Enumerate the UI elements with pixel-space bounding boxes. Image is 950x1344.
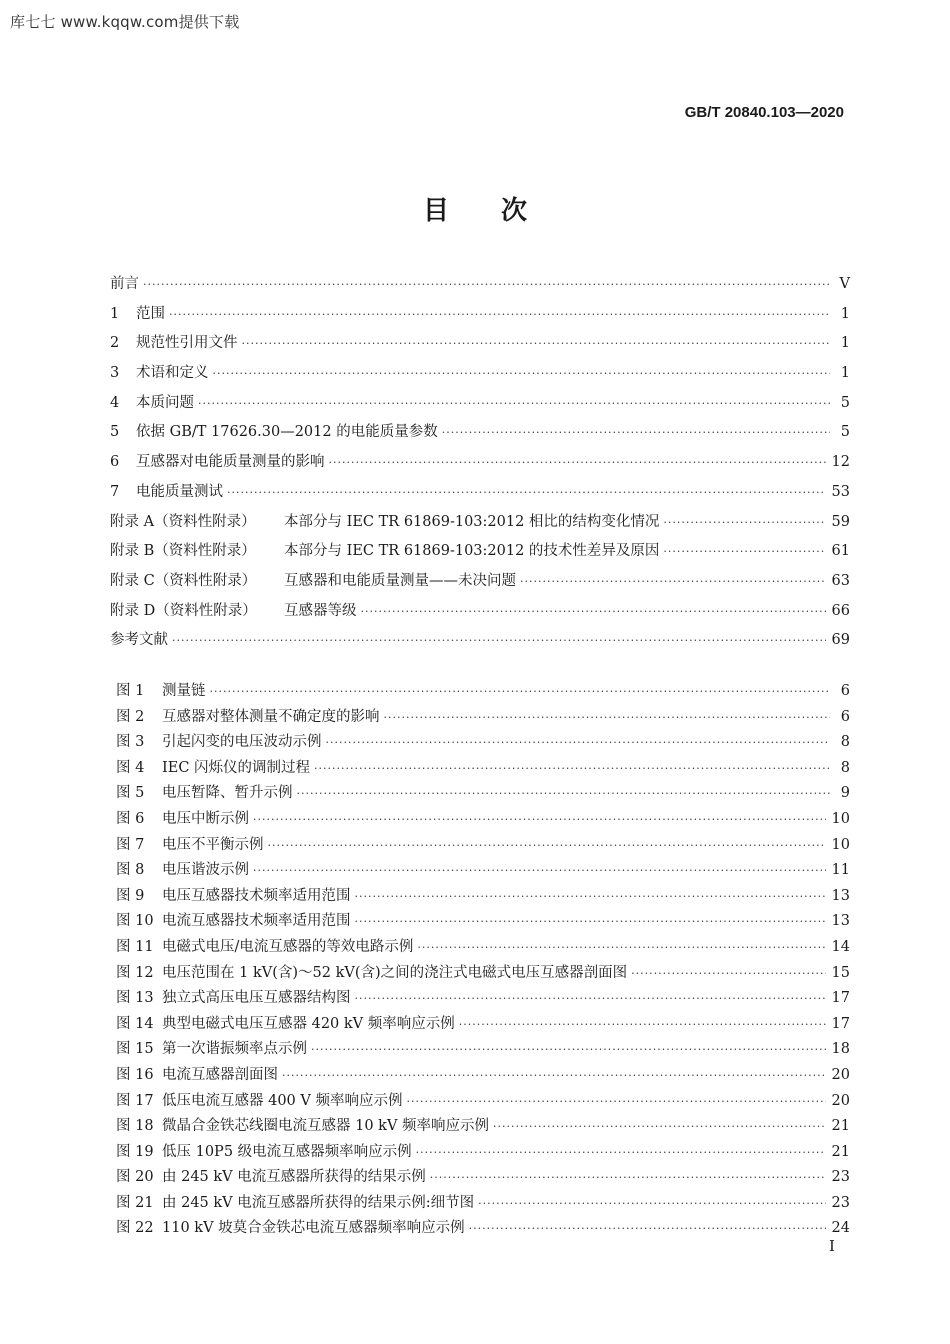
figure-title: 电流互感器剖面图 [162, 1066, 278, 1083]
figure-page: 6 [840, 683, 850, 699]
toc-entry-title: 互感器对电能质量测量的影响 [136, 454, 325, 471]
figure-entry-19[interactable] [110, 1140, 850, 1166]
toc-entry-title: 范围 [136, 305, 165, 322]
toc-entry-2[interactable] [110, 329, 850, 359]
figure-number: 图 21 [116, 1194, 154, 1211]
figure-title: 由 245 kV 电流互感器所获得的结果示例:细节图 [162, 1194, 475, 1211]
toc-entry-number: 附录 A（资料性附录） [110, 513, 256, 530]
figure-entry-3[interactable] [110, 730, 850, 756]
figure-title: 电压谐波示例 [162, 862, 249, 879]
figure-number: 图 2 [116, 708, 145, 725]
toc-entry-3[interactable] [110, 359, 850, 389]
figure-page: 18 [831, 1041, 850, 1058]
figure-number: 图 19 [116, 1143, 154, 1160]
dot-leader [314, 756, 830, 782]
watermark-text: 库七七 www.kqqw.com提供下载 [10, 13, 240, 31]
figure-entry-14[interactable] [110, 1012, 850, 1038]
figure-page: 20 [831, 1066, 850, 1083]
toc-entry-number: 7 [110, 483, 120, 500]
figure-title: 低压电流互感器 400 V 频率响应示例 [162, 1092, 403, 1109]
figure-page: 9 [840, 785, 850, 802]
figure-entry-10[interactable] [110, 909, 850, 935]
figure-title: 电磁式电压/电流互感器的等效电路示例 [162, 938, 414, 955]
dot-leader [169, 300, 830, 330]
toc-entry-annex-d[interactable] [110, 597, 850, 627]
figure-title: 互感器对整体测量不确定度的影响 [162, 708, 380, 725]
toc-entry-number: 附录 D（资料性附录） [110, 602, 257, 619]
dot-leader [520, 567, 826, 597]
figure-number: 图 6 [116, 810, 145, 827]
toc-entry-title: 规范性引用文件 [136, 335, 238, 352]
dot-leader [227, 478, 826, 508]
figure-page: 23 [831, 1169, 850, 1186]
figure-number: 图 9 [116, 887, 145, 904]
page-folio: I [829, 1237, 835, 1255]
toc-entry-page: 63 [831, 572, 850, 589]
dot-leader [663, 508, 825, 538]
dot-leader [416, 1140, 826, 1166]
toc-entry-title: 互感器和电能质量测量——未决问题 [284, 572, 516, 589]
toc-entry-number: 4 [110, 394, 120, 411]
figure-entry-4[interactable] [110, 756, 850, 782]
figure-entry-18[interactable] [110, 1114, 850, 1140]
figure-number: 图 13 [116, 990, 154, 1007]
toc-entry-6[interactable] [110, 448, 850, 478]
figure-title: 电压不平衡示例 [162, 836, 264, 853]
figure-number: 图 18 [116, 1118, 154, 1135]
dot-leader [355, 986, 826, 1012]
toc-entry-title: 本部分与 IEC TR 61869-103:2012 的技术性差异及原因 [284, 543, 660, 560]
dot-leader [417, 935, 825, 961]
dot-leader [442, 418, 830, 448]
dot-leader [297, 781, 831, 807]
figure-title: 电压范围在 1 kV(含)～52 kV(含)之间的浇注式电磁式电压互感器剖面图 [162, 964, 628, 981]
figure-number: 图 15 [116, 1041, 154, 1058]
figure-number: 图 14 [116, 1015, 154, 1032]
toc-entry-page: 5 [840, 424, 850, 441]
dot-leader [311, 1037, 826, 1063]
toc-entry-5[interactable] [110, 418, 850, 448]
figure-page: 24 [831, 1220, 850, 1237]
figure-page: 21 [831, 1143, 850, 1160]
figure-page: 17 [831, 990, 850, 1007]
toc-entry-7[interactable] [110, 478, 850, 508]
figure-entry-5[interactable] [110, 781, 850, 807]
figure-title: 低压 10P5 级电流互感器频率响应示例 [162, 1143, 412, 1160]
toc-entry-page: 5 [840, 394, 850, 411]
toc-entry-page: 61 [831, 543, 850, 560]
figure-title: 电压互感器技术频率适用范围 [162, 887, 351, 904]
toc-entry-title: 电能质量测试 [136, 483, 223, 500]
figure-page: 10 [831, 836, 850, 853]
toc-entry-number: 3 [110, 365, 120, 382]
dot-leader [253, 858, 826, 884]
figure-page: 11 [831, 862, 850, 879]
figure-entry-7[interactable] [110, 833, 850, 859]
figure-page: 14 [831, 938, 850, 955]
figure-number: 图 7 [116, 836, 145, 853]
toc-entry-number: 1 [110, 305, 120, 322]
figure-page: 13 [831, 913, 850, 930]
figure-number: 图 5 [116, 785, 145, 802]
figure-number: 图 17 [116, 1092, 154, 1109]
figure-title: 第一次谐振频率点示例 [162, 1041, 307, 1058]
toc-entry-page: 66 [831, 602, 850, 619]
figure-number: 图 10 [116, 913, 154, 930]
dot-leader [384, 705, 831, 731]
figure-entry-22[interactable] [110, 1216, 850, 1242]
toc-entry-page: 1 [840, 305, 850, 322]
figure-entry-16[interactable] [110, 1063, 850, 1089]
dot-leader [469, 1216, 826, 1242]
page-title: 目次 [422, 196, 579, 226]
figure-entry-8[interactable] [110, 858, 850, 884]
dot-leader [493, 1114, 826, 1140]
table-of-contents [110, 270, 850, 656]
figure-entry-17[interactable] [110, 1089, 850, 1115]
figure-entry-12[interactable] [110, 961, 850, 987]
figure-entry-2[interactable] [110, 705, 850, 731]
figure-entry-6[interactable] [110, 807, 850, 833]
figure-page: 6 [840, 708, 850, 725]
figure-page: 8 [840, 734, 850, 751]
figure-page: 21 [831, 1118, 850, 1135]
dot-leader [268, 833, 826, 859]
dot-leader [355, 884, 826, 910]
figure-title: 电压中断示例 [162, 810, 249, 827]
figure-title: 电流互感器技术频率适用范围 [162, 913, 351, 930]
dot-leader [459, 1012, 826, 1038]
figure-title: 110 kV 坡莫合金铁芯电流互感器频率响应示例 [162, 1220, 465, 1237]
figure-page: 8 [840, 759, 850, 776]
figure-number: 图 16 [116, 1066, 154, 1083]
toc-entry-title: 参考文献 [110, 632, 168, 649]
figure-entry-20[interactable] [110, 1165, 850, 1191]
figure-entry-9[interactable] [110, 884, 850, 910]
figure-title: 独立式高压电压互感器结构图 [162, 990, 351, 1007]
figure-page: 17 [831, 1015, 850, 1032]
toc-entry-title: 术语和定义 [136, 365, 209, 382]
figure-title: IEC 闪烁仪的调制过程 [162, 759, 311, 776]
toc-entry-annex-b[interactable] [110, 537, 850, 567]
figure-number: 图 1 [116, 683, 145, 699]
figure-entry-21[interactable] [110, 1191, 850, 1217]
dot-leader [355, 909, 826, 935]
figure-title: 典型电磁式电压互感器 420 kV 频率响应示例 [162, 1015, 455, 1032]
toc-entry-number: 2 [110, 335, 120, 352]
dot-leader [213, 359, 831, 389]
toc-entry-title: 前言 [110, 276, 139, 292]
dot-leader [210, 679, 831, 705]
toc-entry-page: 1 [840, 335, 850, 352]
dot-leader [478, 1191, 825, 1217]
figure-title: 引起闪变的电压波动示例 [162, 734, 322, 751]
toc-entry-foreword[interactable] [110, 270, 850, 300]
toc-entry-number: 附录 B（资料性附录） [110, 543, 256, 560]
figure-page: 13 [831, 887, 850, 904]
figure-entry-15[interactable] [110, 1037, 850, 1063]
toc-entry-page: 12 [831, 454, 850, 471]
figure-number: 图 4 [116, 759, 145, 776]
toc-entry-1[interactable] [110, 300, 850, 330]
dot-leader [663, 537, 825, 567]
toc-entry-title: 依据 GB/T 17626.30—2012 的电能质量参数 [136, 424, 438, 441]
toc-entry-annex-c[interactable] [110, 567, 850, 597]
toc-entry-title: 互感器等级 [284, 602, 357, 619]
dot-leader [329, 448, 826, 478]
dot-leader [242, 329, 831, 359]
toc-entry-page: 1 [840, 365, 850, 382]
toc-entry-annex-a[interactable] [110, 508, 850, 538]
dot-leader [406, 1089, 825, 1115]
list-of-figures [110, 679, 850, 1242]
figure-entry-1[interactable] [110, 679, 850, 705]
figure-number: 图 3 [116, 734, 145, 751]
figure-title: 微晶合金铁芯线圈电流互感器 10 kV 频率响应示例 [162, 1118, 490, 1135]
toc-entry-page: 53 [831, 483, 850, 500]
toc-entry-4[interactable] [110, 389, 850, 419]
figure-number: 图 22 [116, 1220, 154, 1237]
dot-leader [361, 597, 826, 627]
figure-number: 图 8 [116, 862, 145, 879]
toc-entry-page: 59 [831, 513, 850, 530]
toc-entry-page: 69 [831, 632, 850, 649]
dot-leader [143, 270, 830, 300]
dot-leader [253, 807, 826, 833]
standard-code: GB/T 20840.103—2020 [684, 104, 844, 121]
toc-entry-title: 本部分与 IEC TR 61869-103:2012 相比的结构变化情况 [284, 513, 660, 530]
toc-entry-page: V [839, 276, 850, 292]
figure-title: 由 245 kV 电流互感器所获得的结果示例 [162, 1169, 426, 1186]
figure-page: 10 [831, 810, 850, 827]
toc-entry-title: 本质问题 [136, 394, 194, 411]
toc-entry-number: 附录 C（资料性附录） [110, 572, 257, 589]
figure-page: 20 [831, 1092, 850, 1109]
toc-entry-number: 6 [110, 454, 120, 471]
dot-leader [430, 1165, 826, 1191]
figure-title: 电压暂降、暂升示例 [162, 785, 293, 802]
figure-page: 23 [831, 1194, 850, 1211]
toc-entry-number: 5 [110, 424, 120, 441]
dot-leader [631, 961, 825, 987]
figure-number: 图 11 [116, 938, 154, 955]
figure-entry-11[interactable] [110, 935, 850, 961]
figure-page: 15 [831, 964, 850, 981]
figure-title: 测量链 [162, 683, 206, 699]
figure-number: 图 12 [116, 964, 154, 981]
figure-number: 图 20 [116, 1169, 154, 1186]
dot-leader [172, 626, 826, 656]
dot-leader [198, 389, 830, 419]
dot-leader [282, 1063, 826, 1089]
dot-leader [326, 730, 831, 756]
figure-entry-13[interactable] [110, 986, 850, 1012]
toc-entry-bibliography[interactable] [110, 626, 850, 656]
